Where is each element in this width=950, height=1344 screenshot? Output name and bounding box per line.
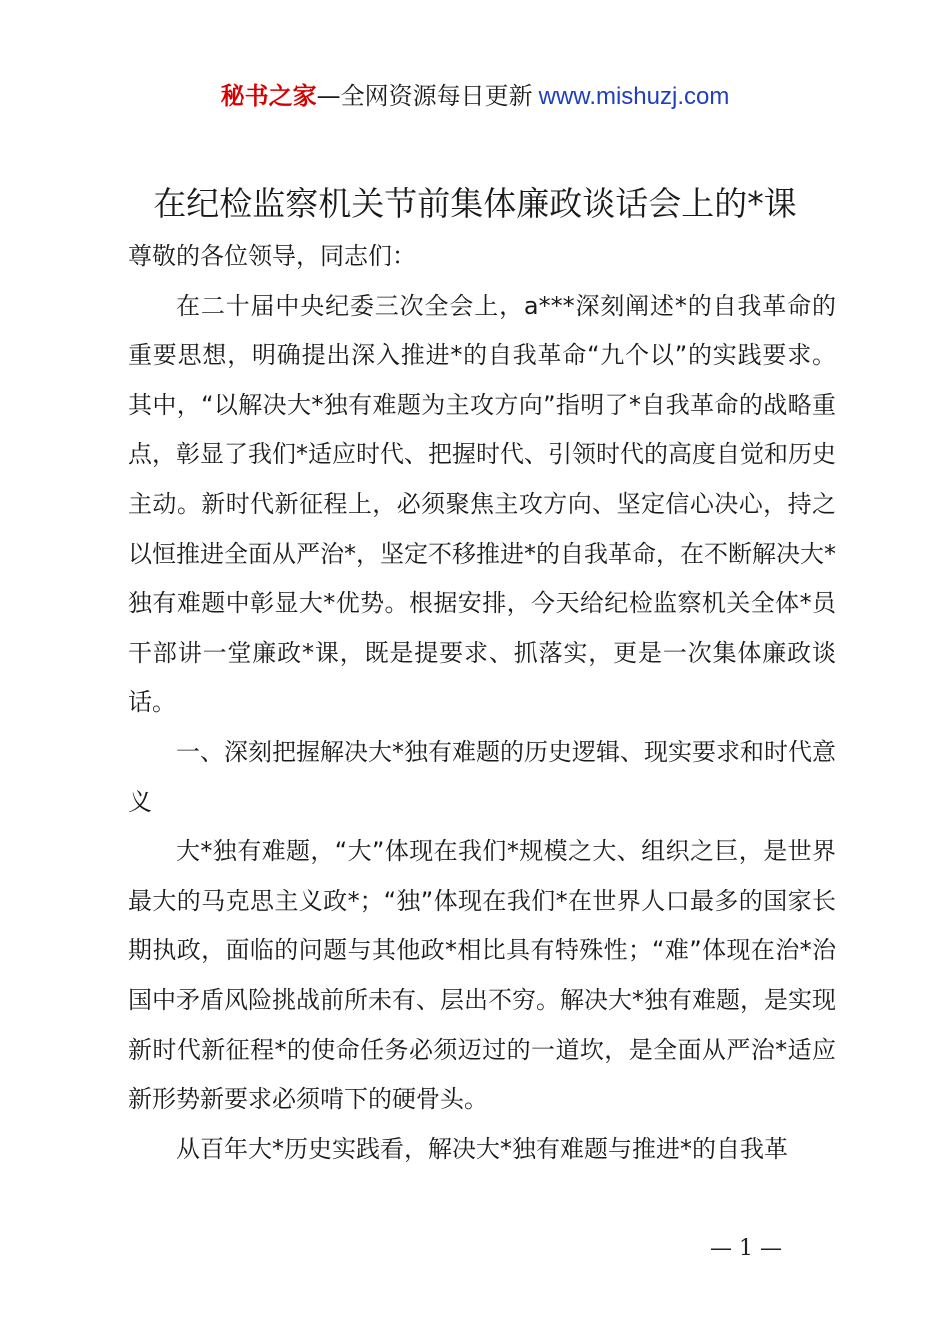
site-url-link[interactable]: www.mishuzj.com	[538, 83, 730, 110]
section-heading: 一、深刻把握解决大*独有难题的历史逻辑、现实要求和时代意义	[128, 737, 836, 816]
paragraph: 在二十届中央纪委三次全会上，a***深刻阐述*的自我革命的重要思想，明确提出深入推进*的自我革命“九个以”的实践要求。其中，“以解决大*独有难题为主攻方向”指明了*自我革命的战略重点，彰显了我们*适应时代、把握时代、引领时代的高度自觉和历史主动。新时代新征程上，必须聚焦主攻方向、坚定信心决心，持之以恒推进全面从严治*，坚定不移推进*的自我革命，在不断解决大*独有难题中彰显大*优势。根据安排，今天给纪检监察机关全体*员干部讲一堂廉政*课，既是提要求、抓落实，更是一次集体廉政谈话。	[128, 291, 836, 717]
page-number: — 1 —	[710, 1236, 782, 1261]
salutation: 尊敬的各位领导，同志们：	[128, 242, 416, 270]
document-title: 在纪检监察机关节前集体廉政谈话会上的*课	[153, 184, 797, 223]
paragraph: 从百年大*历史实践看，解决大*独有难题与推进*的自我革	[176, 1134, 788, 1163]
brand-name: 秘书之家	[220, 82, 317, 110]
site-header	[0, 80, 950, 113]
document-body	[128, 232, 836, 1174]
header-tagline: —全网资源每日更新	[316, 82, 533, 110]
paragraph: 大*独有难题，“大”体现在我们*规模之大、组织之巨，是世界最大的马克思主义政*；“独”体现在我们*在世界人口最多的国家长期执政，面临的问题与其他政*相比具有特殊性；“难”体现在治*治国中矛盾风险挑战前所未有、层出不穷。解决大*独有难题，是实现新时代新征程*的使命任务必须迈过的一道坎，是全面从严治*适应新形势新要求必须啃下的硬骨头。	[128, 837, 836, 1114]
